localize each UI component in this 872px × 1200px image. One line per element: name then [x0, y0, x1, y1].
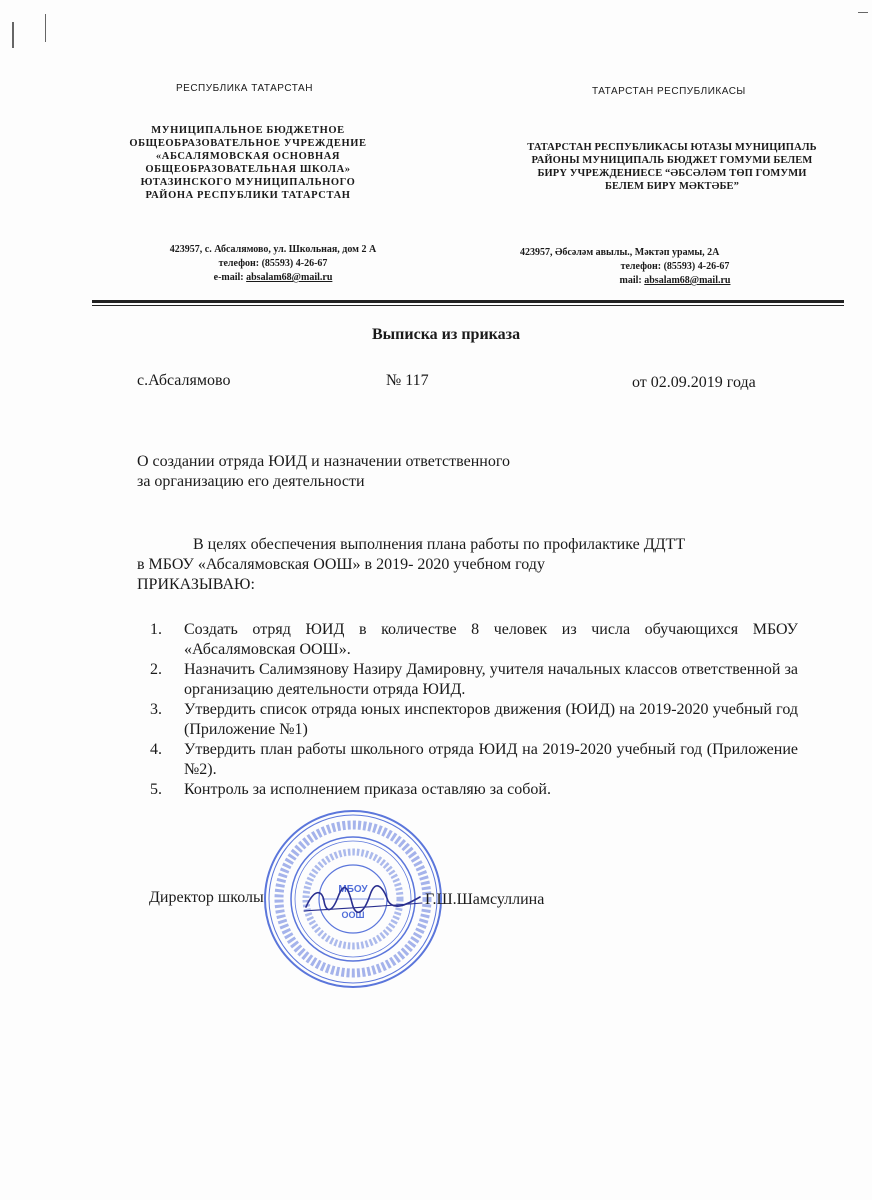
document-title: Выписка из приказа: [372, 326, 521, 343]
list-item-number: 1.: [150, 621, 162, 638]
header-left-org-line: РАЙОНА РЕСПУБЛИКИ ТАТАРСТАН: [145, 190, 351, 201]
header-left-email-link[interactable]: absalam68@mail.ru: [246, 272, 333, 283]
document-number: № 117: [386, 372, 429, 389]
header-right-org-line: БЕЛЕМ БИРҮ МӘКТӘБЕ”: [604, 181, 740, 192]
header-left-org-line: «АБСАЛЯМОВСКАЯ ОСНОВНАЯ: [155, 151, 341, 162]
list-item-text: Назначить Салимзянову Назиру Дамировну, учителя начальных классов ответственной за организацию деятельности отряда ЮИД.: [184, 661, 798, 698]
header-right-org-line: РАЙОНЫ МУНИЦИПАЛЬ БЮДЖЕТ ГОМУМИ БЕЛЕМ: [531, 155, 813, 166]
header-right-org-line: БИРҮ УЧРЕЖДЕНИЕСЕ “ӘБСӘЛӘМ ТӨП ГОМУМИ: [537, 168, 807, 179]
header-left-org: [98, 124, 398, 202]
order-items-list: [150, 620, 798, 800]
list-item-text: Создать отряд ЮИД в количестве 8 человек из числа обучающихся МБОУ «Абсалямовская ООШ».: [184, 621, 798, 658]
list-item-number: 2.: [150, 661, 162, 678]
header-right-org: [484, 141, 860, 193]
header-right-address: 423957, Әбсәләм авылы., Мәктәп урамы, 2А: [520, 247, 720, 258]
seal-center-sub: ООШ: [341, 910, 365, 920]
signer-name: Г.Ш.Шамсуллина: [425, 891, 545, 908]
header-left-phone: телефон: (85593) 4-26-67: [218, 258, 328, 269]
header-right-republic: ТАТАРСТАН РЕСПУБЛИКАСЫ: [592, 86, 746, 97]
header-right-org-line: ТАТАРСТАН РЕСПУБЛИКАСЫ ЮТАЗЫ МУНИЦИПАЛЬ: [527, 142, 817, 153]
document-date: от 02.09.2019 года: [632, 374, 756, 391]
header-left-org-line: ОБЩЕОБРАЗОВАТЕЛЬНОЕ УЧРЕЖДЕНИЕ: [129, 138, 367, 149]
header-right-contacts: [520, 246, 790, 288]
header-right-phone: телефон: (85593) 4-26-67: [620, 261, 730, 272]
subject-line: О создании отряда ЮИД и назначении ответственного: [137, 453, 510, 470]
list-item-number: 5.: [150, 781, 162, 798]
header-left-org-line: МУНИЦИПАЛЬНОЕ БЮДЖЕТНОЕ: [151, 125, 345, 136]
director-signature: [302, 883, 424, 917]
list-item-text: Утвердить список отряда юных инспекторов движения (ЮИД) на 2019-2020 учебный год (Приложение №1): [184, 701, 798, 738]
document-subject: [137, 452, 510, 492]
subject-line: за организацию его деятельности: [137, 473, 365, 490]
list-item: [150, 780, 798, 800]
list-item: [150, 740, 798, 780]
list-item-text: Утвердить план работы школьного отряда ЮИД на 2019-2020 учебный год (Приложение №2).: [184, 741, 798, 778]
header-right-email-row: [520, 274, 790, 288]
header-left-org-line: ОБЩЕОБРАЗОВАТЕЛЬНАЯ ШКОЛА»: [145, 164, 351, 175]
header-left-contacts: [118, 243, 428, 285]
preamble-line: в МБОУ «Абсалямовская ООШ» в 2019- 2020 учебном году: [137, 556, 545, 573]
preamble-line: В целях обеспечения выполнения плана работы по профилактике ДДТТ: [193, 536, 686, 553]
header-left-email-row: [118, 271, 428, 285]
list-item-number: 3.: [150, 701, 162, 718]
document-place: с.Абсалямово: [137, 372, 231, 389]
list-item: [150, 660, 798, 700]
header-divider-thin: [92, 305, 844, 306]
order-word: ПРИКАЗЫВАЮ:: [137, 576, 255, 593]
scan-mark: [12, 22, 14, 48]
header-right-email-label: mail:: [619, 275, 645, 286]
header-right-email-link[interactable]: absalam68@mail.ru: [644, 275, 731, 286]
header-left-org-line: ЮТАЗИНСКОГО МУНИЦИПАЛЬНОГО: [140, 177, 356, 188]
document-preamble: [137, 535, 807, 595]
header-left-address: 423957, с. Абсалямово, ул. Школьная, дом 2 А: [169, 244, 377, 255]
scan-mark: [45, 14, 46, 42]
header-divider: [92, 300, 844, 303]
list-item: [150, 620, 798, 660]
header-left-email-label: e-mail:: [213, 272, 247, 283]
header-left-republic: РЕСПУБЛИКА ТАТАРСТАН: [176, 83, 313, 94]
list-item-text: Контроль за исполнением приказа оставляю за собой.: [184, 781, 551, 798]
scan-mark: [858, 12, 868, 13]
list-item-number: 4.: [150, 741, 162, 758]
signer-title: Директор школы: [149, 889, 264, 906]
list-item: [150, 700, 798, 740]
seal-center-text: МБОУ: [338, 884, 368, 895]
